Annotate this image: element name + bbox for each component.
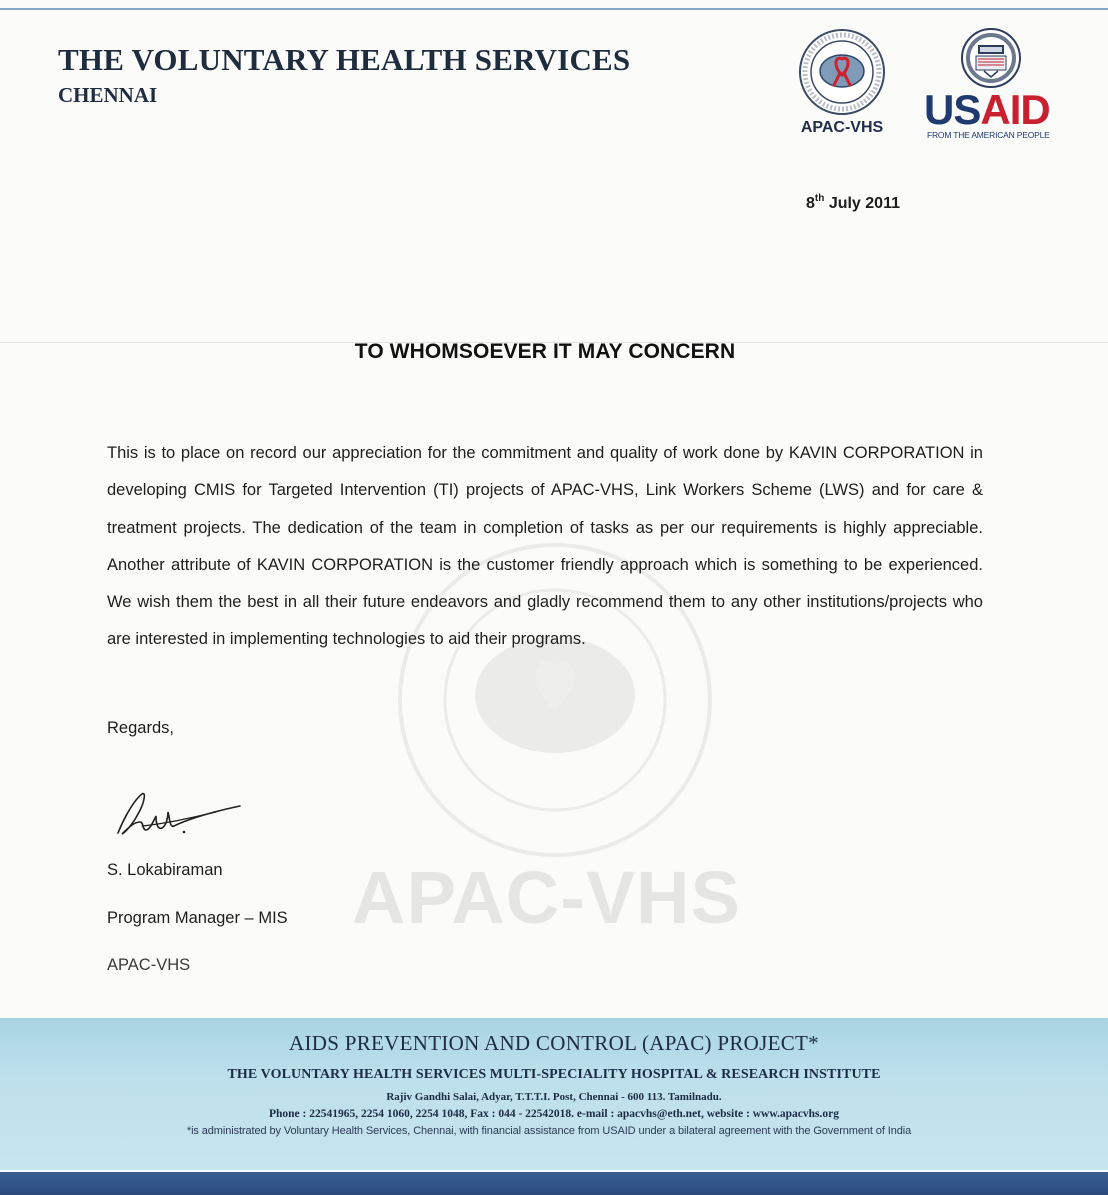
usaid-seal-icon: [960, 27, 1022, 89]
date-day: 8: [806, 195, 815, 212]
usaid-wordmark: [924, 86, 1050, 133]
top-border-line: [0, 8, 1108, 10]
watermark-text: APAC-VHS: [352, 856, 741, 939]
date-month-year: July 2011: [828, 195, 900, 212]
apac-seal-icon: [797, 27, 887, 117]
usaid-wordmark-aid: AID: [980, 86, 1050, 133]
signatory-organization-text: APAC-VHS: [107, 956, 191, 974]
letter-date: [806, 195, 900, 213]
footer-note: *is administrated by Voluntary Health Services, Chennai, with financial assistance from USAID under a bilateral agreement with the Government of India: [186, 1125, 912, 1137]
letter-heading: TO WHOMSOEVER IT MAY CONCERN: [354, 340, 736, 363]
usaid-tagline: FROM THE AMERICAN PEOPLE: [927, 130, 1050, 140]
signatory-name: S. Lokabiraman: [107, 861, 223, 879]
apac-logo-label: APAC-VHS: [800, 119, 884, 136]
letter-body: This is to place on record our appreciation for the commitment and quality of work done by KAVIN CORPORATION in developing CMIS for Targeted Intervention (TI) projects of APAC-VHS, Link Workers Scheme (LWS) and for care & treatment projects. The dedication of the team in completion of tasks as per our requirements is highly appreciable. Another attribute of KAVIN CORPORATION is the customer friendly approach which is something to be experienced. We wish them the best in all their future endeavors and gladly recommend them to any other institutions/projects who are interested in implementing technologies to aid their programs.: [107, 444, 983, 649]
footer-hospital-name: THE VOLUNTARY HEALTH SERVICES MULTI-SPECIALITY HOSPITAL & RESEARCH INSTITUTE: [227, 1067, 881, 1082]
signature-image: [112, 788, 247, 843]
footer-contact: Phone : 22541965, 2254 1060, 2254 1048, Fax : 044 - 22542018. e-mail : apacvhs@eth.net, website : www.apacvhs.org: [268, 1108, 839, 1120]
date-suffix: th: [814, 193, 825, 204]
apac-vhs-logo: [787, 27, 897, 142]
signatory-title: Program Manager – MIS: [107, 909, 288, 927]
footer-project-title: AIDS PREVENTION AND CONTROL (APAC) PROJECT*: [289, 1031, 819, 1055]
usaid-wordmark-us: US: [924, 86, 981, 133]
footer-bottom-stripe: [0, 1172, 1108, 1195]
organization-name: THE VOLUNTARY HEALTH SERVICES: [58, 42, 631, 77]
signatory-organization: [107, 950, 307, 974]
organization-city: CHENNAI: [58, 83, 158, 107]
closing-regards: Regards,: [107, 719, 174, 737]
usaid-logo: [922, 27, 1067, 142]
footer-address: Rajiv Gandhi Salai, Adyar, T.T.T.I. Post, Chennai - 600 113. Tamilnadu.: [386, 1091, 722, 1103]
